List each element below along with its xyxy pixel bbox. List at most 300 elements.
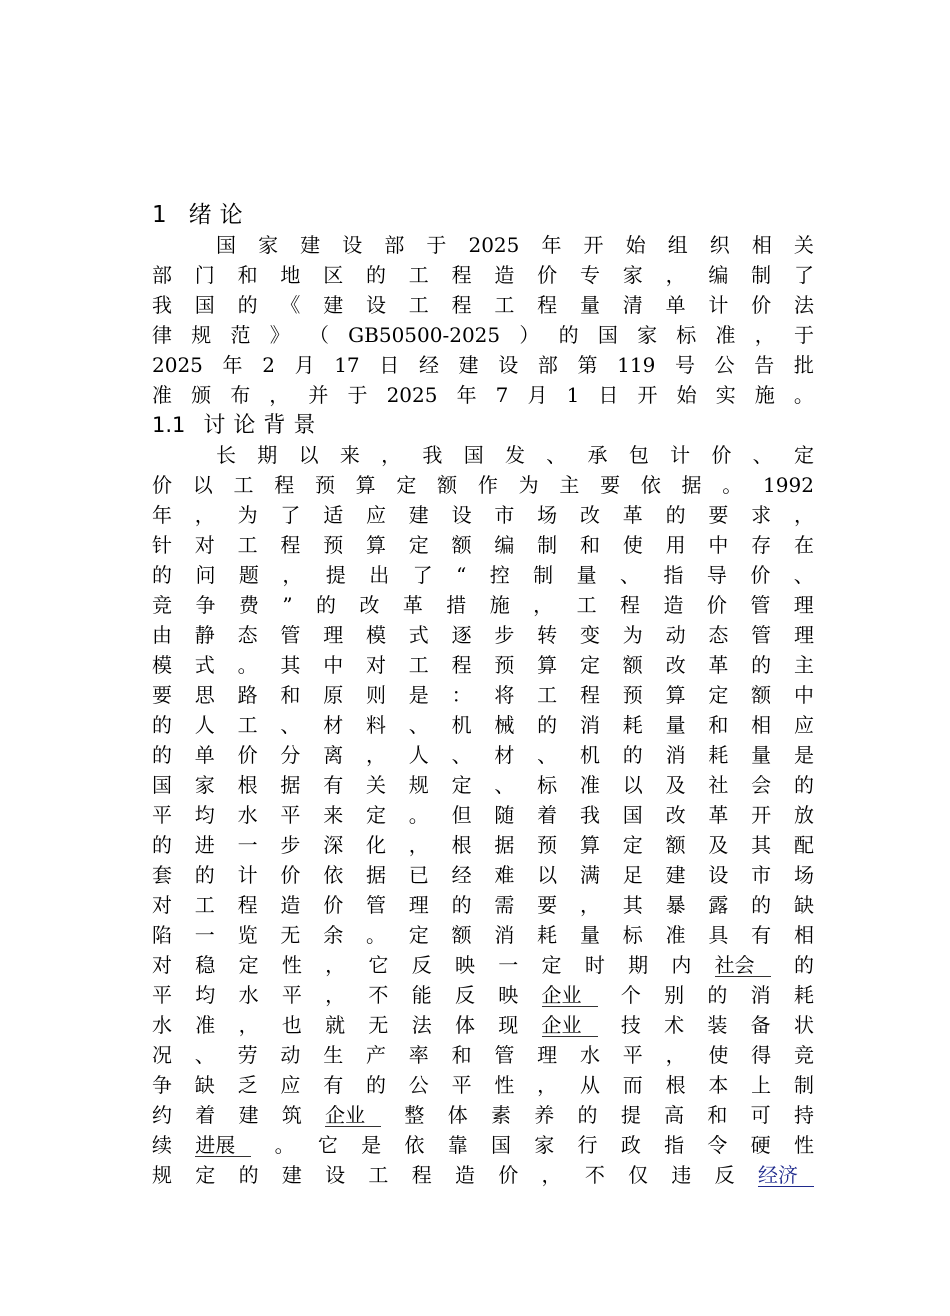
text-glyph: 公 [408, 1073, 429, 1097]
text-glyph: 程 [411, 1163, 432, 1187]
text-line [152, 560, 814, 590]
text-glyph: 适 [323, 503, 344, 527]
text-glyph: 改 [359, 593, 380, 617]
text-glyph: 的 [194, 863, 215, 887]
text-glyph: 产 [365, 1043, 386, 1067]
text-glyph: ， [325, 983, 346, 1007]
text-glyph: 及 [708, 833, 729, 857]
text-glyph: 于 [347, 383, 368, 407]
text-glyph: 模 [365, 623, 386, 647]
text-glyph: 家 [534, 1133, 555, 1157]
text-glyph: 发 [504, 443, 525, 467]
hyperlink-进展[interactable]: 进展 [195, 1134, 251, 1157]
text-glyph: 态 [708, 623, 729, 647]
text-glyph: 缺 [793, 893, 814, 917]
text-glyph: 况 [152, 1043, 172, 1067]
text-glyph: 市 [494, 503, 515, 527]
hyperlink-企业[interactable]: 企业 [542, 1014, 598, 1037]
text-glyph: 家 [258, 233, 279, 257]
text-glyph: 中 [708, 533, 729, 557]
text-glyph: 经 [418, 353, 439, 377]
text-glyph: 依 [404, 1133, 425, 1157]
text-glyph: 的 [365, 263, 386, 287]
text-glyph: 部 [384, 233, 405, 257]
text-glyph: 建 [238, 1103, 259, 1127]
text-glyph: 无 [280, 923, 301, 947]
text-glyph: 准 [579, 773, 600, 797]
text-glyph: 对 [194, 533, 215, 557]
text-glyph: 颁 [191, 383, 212, 407]
text-glyph: 以 [537, 863, 558, 887]
text-glyph: 体 [447, 1103, 468, 1127]
text-glyph: 据 [365, 863, 386, 887]
text-glyph: 映 [454, 953, 475, 977]
text-glyph: 约 [152, 1103, 172, 1127]
text-glyph: 国 [216, 233, 236, 257]
text-glyph: 争 [152, 1073, 172, 1097]
text-glyph: 有 [323, 773, 344, 797]
text-glyph: 改 [665, 653, 686, 677]
text-line [152, 1130, 814, 1160]
text-glyph: ， [793, 503, 814, 527]
text-glyph: 期 [257, 443, 278, 467]
text-glyph: 改 [665, 803, 686, 827]
text-glyph: 它 [317, 1133, 338, 1157]
text-glyph: 我 [152, 293, 172, 317]
text-glyph: 反 [454, 983, 475, 1007]
text-glyph: 体 [454, 1013, 475, 1037]
text-line [152, 650, 814, 680]
text-glyph: 编 [708, 263, 729, 287]
text-glyph: 人 [194, 713, 215, 737]
text-glyph: ， [269, 383, 290, 407]
text-glyph: 态 [237, 623, 258, 647]
text-glyph: 消 [750, 983, 771, 1007]
text-glyph: 算 [665, 683, 686, 707]
text-glyph: 包 [628, 443, 649, 467]
text-glyph: 程 [451, 293, 472, 317]
text-glyph: 违 [671, 1163, 692, 1187]
hyperlink-社会[interactable]: 社会 [715, 954, 771, 977]
text-glyph: 水 [238, 983, 259, 1007]
text-glyph: 专 [579, 263, 600, 287]
text-glyph: 1992 [763, 473, 814, 497]
text-glyph: 术 [664, 1013, 685, 1037]
text-glyph: 据 [681, 473, 702, 497]
text-glyph: 的 [577, 1103, 598, 1127]
text-glyph: 性 [494, 1073, 515, 1097]
text-glyph: 额 [622, 653, 643, 677]
text-glyph: 制 [537, 533, 558, 557]
text-glyph: 价 [711, 443, 732, 467]
text-glyph: 使 [622, 533, 643, 557]
text-glyph: 国 [152, 773, 172, 797]
hyperlink-企业[interactable]: 企业 [542, 984, 598, 1007]
text-glyph: 7 [495, 383, 509, 407]
text-glyph: 建 [458, 353, 479, 377]
text-glyph: 建 [665, 863, 686, 887]
text-glyph: 要 [708, 503, 729, 527]
text-glyph: 单 [194, 743, 215, 767]
text-glyph: 乏 [237, 1073, 258, 1097]
text-glyph: 定 [365, 803, 386, 827]
text-glyph: 2 [262, 353, 275, 377]
text-glyph: 并 [308, 383, 329, 407]
text-glyph: 制 [533, 563, 554, 587]
text-glyph: 其 [622, 893, 643, 917]
paragraph-intro [152, 230, 814, 410]
text-glyph: 改 [579, 503, 600, 527]
text-glyph: 筑 [281, 1103, 302, 1127]
text-glyph: 均 [195, 983, 216, 1007]
text-glyph: 算 [355, 473, 376, 497]
text-glyph: 的 [152, 563, 172, 587]
text-glyph: 据 [494, 833, 515, 857]
text-glyph: 仅 [628, 1163, 649, 1187]
text-glyph: 一 [237, 833, 258, 857]
text-glyph: 革 [402, 593, 423, 617]
text-glyph: 预 [537, 833, 558, 857]
text-glyph: 工 [408, 293, 429, 317]
text-glyph: 价 [152, 473, 172, 497]
text-glyph: 工 [408, 263, 429, 287]
text-line [152, 980, 814, 1010]
text-glyph: 是 [361, 1133, 382, 1157]
text-glyph: 主 [793, 653, 814, 677]
text-glyph: 准 [152, 383, 172, 407]
text-glyph: 工 [233, 473, 254, 497]
text-glyph: 不 [368, 983, 389, 1007]
text-glyph: 定 [238, 953, 259, 977]
text-glyph: 、 [537, 743, 558, 767]
text-glyph: 和 [579, 533, 600, 557]
text-glyph: 陷 [152, 923, 172, 947]
text-glyph: ， [665, 263, 686, 287]
text-glyph: 控 [489, 563, 510, 587]
text-glyph: 是 [793, 743, 814, 767]
text-glyph: 均 [194, 803, 215, 827]
text-glyph: 内 [671, 953, 692, 977]
text-glyph: 的 [622, 743, 643, 767]
text-glyph: 量 [576, 563, 597, 587]
text-glyph: 造 [280, 893, 301, 917]
text-glyph: 建 [408, 503, 429, 527]
text-glyph: 。 [408, 803, 429, 827]
text-glyph: 国 [490, 1133, 511, 1157]
text-glyph: 及 [665, 773, 686, 797]
hyperlink-企业[interactable]: 企业 [325, 1104, 381, 1127]
text-glyph: 余 [323, 923, 344, 947]
text-glyph: 定 [579, 653, 600, 677]
text-line [152, 590, 814, 620]
text-line [152, 260, 814, 290]
text-glyph: 设 [498, 353, 519, 377]
text-glyph: 开 [583, 233, 604, 257]
text-glyph: 率 [408, 1043, 429, 1067]
text-glyph: 工 [368, 1163, 389, 1187]
text-glyph: 它 [368, 953, 389, 977]
text-glyph: 一 [498, 953, 519, 977]
text-glyph: 相 [793, 923, 814, 947]
text-glyph: 始 [625, 233, 646, 257]
text-glyph: 续 [152, 1133, 172, 1157]
text-glyph: 现 [498, 1013, 519, 1037]
text-glyph: 工 [576, 593, 597, 617]
text-glyph: 理 [793, 593, 814, 617]
text-glyph: ， [579, 893, 600, 917]
text-glyph: 设 [708, 863, 729, 887]
text-glyph: 了 [793, 263, 814, 287]
section-title: 绪论 [188, 202, 251, 228]
text-line [152, 230, 814, 260]
text-glyph: ， [282, 563, 303, 587]
text-glyph: 、 [620, 563, 641, 587]
text-glyph: 的 [152, 833, 172, 857]
text-glyph: 标 [537, 773, 558, 797]
text-glyph: 行 [577, 1133, 598, 1157]
text-glyph: 的 [751, 893, 772, 917]
text-glyph: 造 [663, 593, 684, 617]
text-glyph: 、 [451, 743, 472, 767]
text-glyph: 施 [489, 593, 510, 617]
text-line [152, 440, 814, 470]
text-glyph: 着 [195, 1103, 216, 1127]
text-glyph: 定 [622, 833, 643, 857]
text-glyph: 劳 [237, 1043, 258, 1067]
text-glyph: 价 [751, 293, 772, 317]
text-glyph: 导 [706, 563, 727, 587]
text-glyph: 的 [152, 713, 172, 737]
text-line [152, 770, 814, 800]
text-glyph: 定 [195, 1163, 216, 1187]
text-glyph: 可 [750, 1103, 771, 1127]
text-glyph: 了 [412, 563, 433, 587]
text-glyph: 制 [793, 1073, 814, 1097]
text-glyph: 建 [323, 293, 344, 317]
text-glyph: 平 [281, 983, 302, 1007]
text-glyph: 造 [494, 263, 515, 287]
text-glyph: 。 [722, 473, 743, 497]
text-glyph: 提 [325, 563, 346, 587]
text-glyph: 据 [280, 773, 301, 797]
text-glyph: 依 [640, 473, 661, 497]
text-glyph: ， [238, 1013, 259, 1037]
text-line [152, 500, 814, 530]
text-glyph: 计 [708, 293, 729, 317]
text-glyph: 额 [437, 473, 458, 497]
text-glyph: 消 [494, 923, 515, 947]
text-glyph: 量 [751, 743, 772, 767]
text-line [152, 470, 814, 500]
text-glyph: 、 [546, 443, 567, 467]
text-glyph: 反 [411, 953, 432, 977]
text-glyph: 耗 [537, 923, 558, 947]
text-glyph: 从 [579, 1073, 600, 1097]
text-glyph: 管 [280, 623, 301, 647]
text-glyph: 部 [537, 353, 558, 377]
text-glyph: 定 [396, 473, 417, 497]
text-glyph: 平 [152, 803, 172, 827]
text-glyph: 养 [534, 1103, 555, 1127]
text-line [152, 380, 814, 410]
text-glyph: 部 [152, 263, 172, 287]
text-glyph: 依 [323, 863, 344, 887]
text-glyph: 暴 [665, 893, 686, 917]
text-glyph: 革 [622, 503, 643, 527]
text-glyph: 其 [751, 833, 772, 857]
text-glyph: 、 [194, 1043, 215, 1067]
text-glyph: 露 [708, 893, 729, 917]
text-glyph: 的 [793, 773, 814, 797]
text-glyph: 水 [579, 1043, 600, 1067]
text-glyph: 相 [751, 713, 772, 737]
text-glyph: 准 [715, 323, 736, 347]
text-glyph: 但 [451, 803, 472, 827]
text-glyph: 的 [238, 1163, 259, 1187]
text-glyph: 、 [793, 563, 814, 587]
text-glyph: 国 [597, 323, 618, 347]
text-glyph: 别 [664, 983, 685, 1007]
text-glyph: 素 [490, 1103, 511, 1127]
text-glyph: 17 [334, 353, 360, 377]
text-glyph: 对 [152, 893, 172, 917]
text-glyph: 的 [237, 293, 258, 317]
text-glyph: 预 [622, 683, 643, 707]
text-glyph: 着 [537, 803, 558, 827]
text-glyph: 开 [751, 803, 772, 827]
text-glyph: 指 [664, 1133, 685, 1157]
text-glyph: 耗 [793, 983, 814, 1007]
text-glyph: ， [325, 953, 346, 977]
text-glyph: 家 [622, 263, 643, 287]
text-glyph: ， [541, 1163, 562, 1187]
text-glyph: 在 [793, 533, 814, 557]
text-glyph: 范 [230, 323, 251, 347]
text-glyph: 人 [408, 743, 429, 767]
text-glyph: 工 [408, 653, 429, 677]
text-glyph: 场 [793, 863, 814, 887]
text-glyph: 计 [670, 443, 691, 467]
text-glyph: 映 [498, 983, 519, 1007]
text-glyph: 标 [676, 323, 697, 347]
text-glyph: ， [537, 1073, 558, 1097]
text-glyph: ” [282, 593, 293, 617]
text-line [152, 710, 814, 740]
text-glyph: 对 [152, 953, 172, 977]
text-glyph: 建 [300, 233, 321, 257]
text-glyph: 硬 [750, 1133, 771, 1157]
text-glyph: 应 [365, 503, 386, 527]
text-glyph: 逐 [451, 623, 472, 647]
text-glyph: 年 [456, 383, 477, 407]
text-glyph: 模 [152, 653, 172, 677]
text-glyph: 指 [663, 563, 684, 587]
text-line [152, 1010, 814, 1040]
text-glyph: 要 [537, 893, 558, 917]
text-glyph: 设 [325, 1163, 346, 1187]
text-glyph: 变 [579, 623, 600, 647]
text-glyph: 号 [674, 353, 695, 377]
text-glyph: 2025 [386, 383, 438, 407]
text-glyph: 由 [152, 623, 172, 647]
text-glyph: 2025 [152, 353, 203, 377]
text-glyph: 理 [793, 623, 814, 647]
text-glyph: 对 [365, 653, 386, 677]
text-glyph: 用 [665, 533, 686, 557]
text-glyph: 程 [451, 653, 472, 677]
text-glyph: 随 [494, 803, 515, 827]
text-glyph: 预 [314, 473, 335, 497]
text-glyph: 化 [365, 833, 386, 857]
text-glyph: 和 [280, 683, 301, 707]
text-glyph: 装 [707, 1013, 728, 1037]
text-glyph: 其 [280, 653, 301, 677]
text-glyph: 织 [709, 233, 730, 257]
text-glyph: 管 [365, 893, 386, 917]
text-glyph: 编 [494, 533, 515, 557]
text-glyph: 为 [237, 503, 258, 527]
text-glyph: 的 [451, 893, 472, 917]
text-glyph: 量 [579, 293, 600, 317]
text-glyph: 式 [408, 623, 429, 647]
text-glyph: 119 [617, 353, 656, 377]
text-glyph: 靠 [447, 1133, 468, 1157]
text-glyph: 工 [494, 293, 515, 317]
text-glyph: 我 [579, 803, 600, 827]
text-glyph: 工 [194, 893, 215, 917]
text-glyph: 预 [323, 533, 344, 557]
text-glyph: 的 [537, 713, 558, 737]
text-glyph: 料 [365, 713, 386, 737]
text-glyph: 》 [269, 323, 290, 347]
text-glyph: 定 [708, 683, 729, 707]
text-glyph: 是 [408, 683, 429, 707]
section-number: 1 [152, 202, 167, 228]
text-glyph: 进 [194, 833, 215, 857]
text-glyph: 得 [751, 1043, 772, 1067]
text-glyph: 应 [280, 1073, 301, 1097]
text-glyph: 了 [280, 503, 301, 527]
text-glyph: 额 [751, 683, 772, 707]
text-glyph: 时 [584, 953, 605, 977]
text-glyph: 的 [665, 503, 686, 527]
text-glyph: 也 [281, 1013, 302, 1037]
text-glyph: 深 [323, 833, 344, 857]
text-glyph: 造 [454, 1163, 475, 1187]
text-glyph: 日 [598, 383, 619, 407]
text-glyph: 政 [620, 1133, 641, 1157]
text-glyph: 程 [280, 533, 301, 557]
text-glyph: 一 [194, 923, 215, 947]
text-glyph: 额 [665, 833, 686, 857]
text-glyph: 量 [665, 713, 686, 737]
text-glyph: 消 [665, 743, 686, 767]
text-line [152, 680, 814, 710]
text-glyph: 为 [622, 623, 643, 647]
text-line [152, 950, 814, 980]
text-glyph: 工 [237, 533, 258, 557]
hyperlink-经济[interactable]: 经济 [758, 1164, 814, 1187]
text-glyph: 长 [216, 443, 236, 467]
text-glyph: 中 [793, 683, 814, 707]
text-glyph: （ [308, 323, 329, 347]
text-glyph: 消 [579, 713, 600, 737]
text-glyph: 的 [365, 1073, 386, 1097]
text-glyph: 价 [498, 1163, 519, 1187]
text-glyph: 价 [537, 263, 558, 287]
text-glyph: 工 [237, 713, 258, 737]
text-glyph: 公 [714, 353, 735, 377]
